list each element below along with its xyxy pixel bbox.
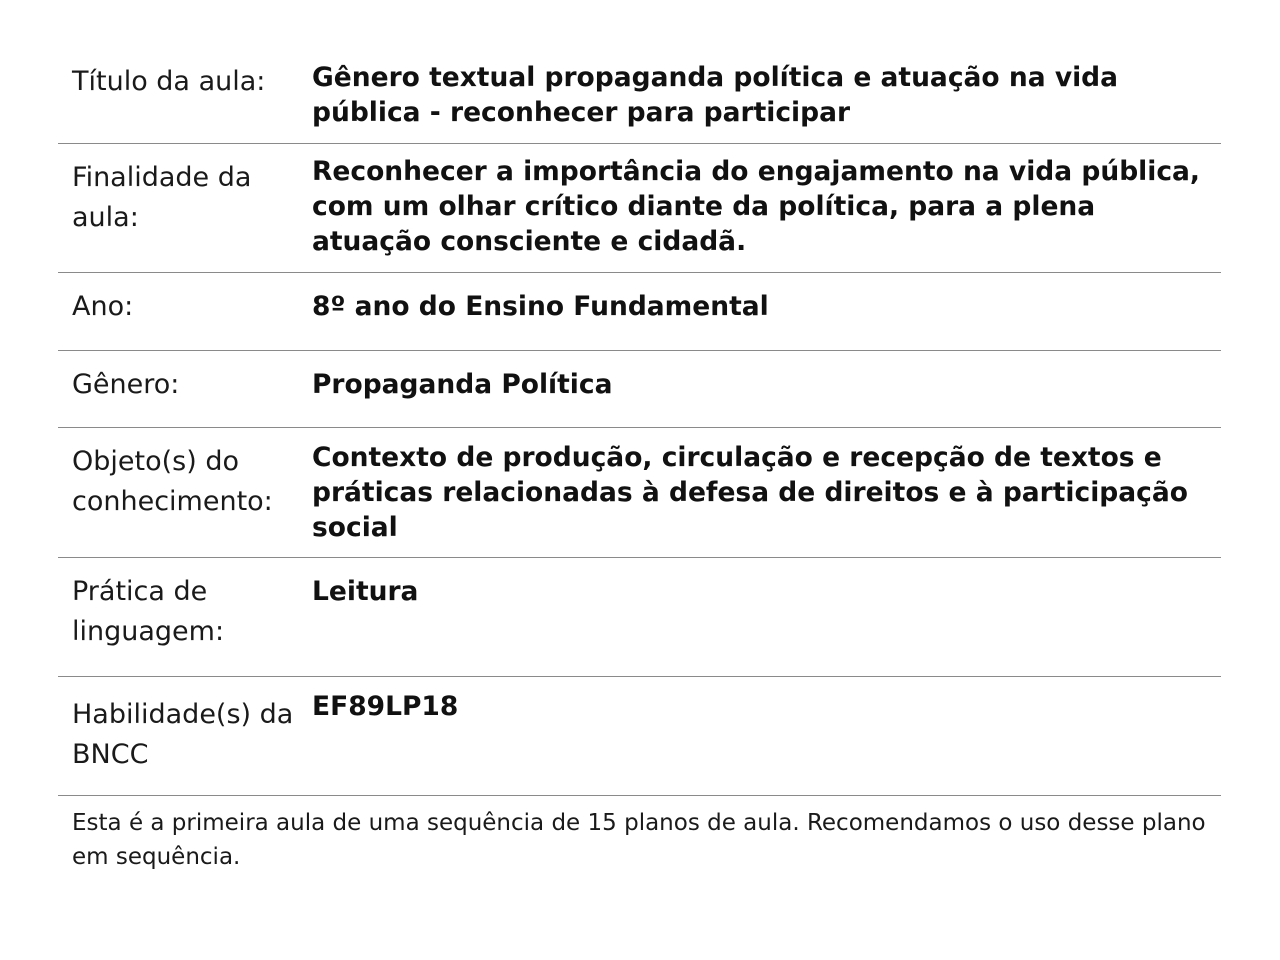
row-label: Objeto(s) do conhecimento: bbox=[72, 446, 273, 517]
row-value: Gênero textual propaganda política e atuação na vida pública - reconhecer para participar bbox=[312, 62, 1119, 128]
row-habilidade bbox=[58, 677, 1221, 796]
row-objeto bbox=[58, 428, 1221, 558]
row-label: Prática de linguagem: bbox=[72, 576, 225, 647]
row-value: 8º ano do Ensino Fundamental bbox=[312, 291, 769, 322]
row-value: Leitura bbox=[312, 576, 419, 607]
row-value: Propaganda Política bbox=[312, 369, 613, 400]
row-label: Título da aula: bbox=[72, 66, 266, 97]
sequence-note: Esta é a primeira aula de uma sequência de 15 planos de aula. Recomendamos o uso desse plano em sequência. bbox=[72, 810, 1206, 870]
lesson-info-table bbox=[58, 48, 1221, 796]
row-ano bbox=[58, 273, 1221, 351]
row-value: Contexto de produção, circulação e recepção de textos e práticas relacionadas à defesa de direitos e à participação social bbox=[312, 442, 1188, 543]
row-label: Habilidade(s) da BNCC bbox=[72, 699, 294, 770]
row-genero bbox=[58, 351, 1221, 428]
row-label: Gênero: bbox=[72, 369, 180, 400]
row-value: Reconhecer a importância do engajamento na vida pública, com um olhar crítico diante da política, para a plena atuação consciente e cidadã. bbox=[312, 156, 1200, 257]
row-value: EF89LP18 bbox=[312, 691, 459, 722]
row-label: Ano: bbox=[72, 291, 134, 322]
row-label: Finalidade da aula: bbox=[72, 162, 252, 233]
row-titulo bbox=[58, 48, 1221, 144]
row-finalidade bbox=[58, 144, 1221, 273]
row-pratica bbox=[58, 558, 1221, 677]
